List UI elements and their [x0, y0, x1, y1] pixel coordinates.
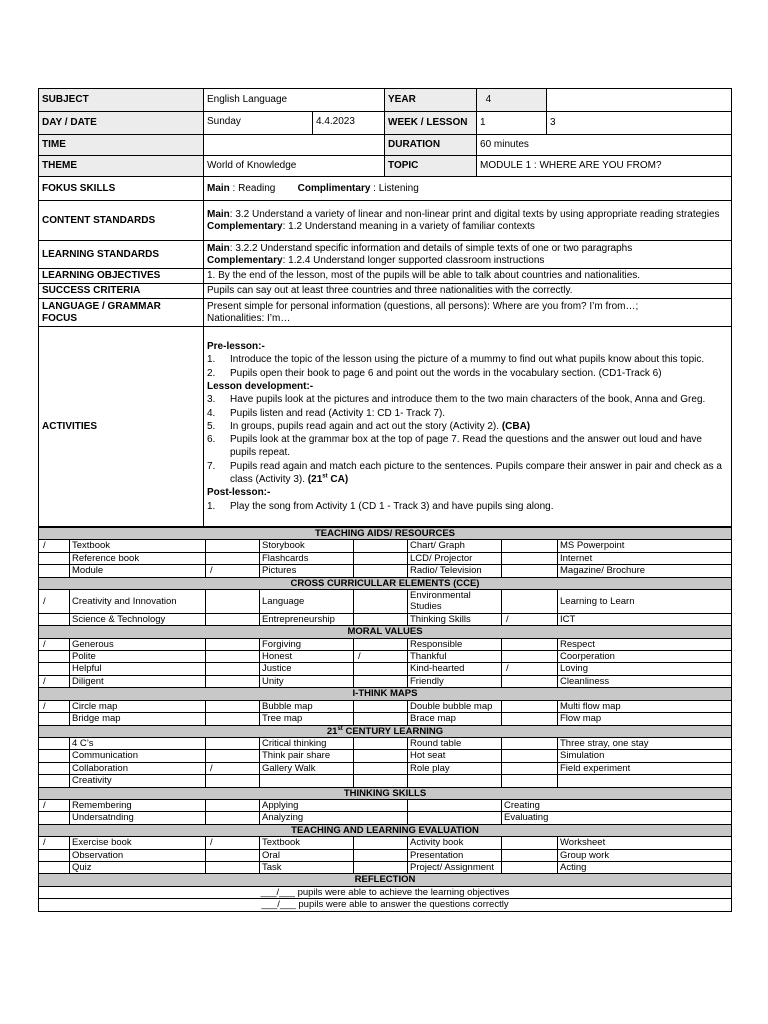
century21-item: Critical thinking	[260, 737, 354, 749]
evaluation-check-mark[interactable]	[502, 849, 558, 861]
evaluation-check-mark[interactable]: /	[39, 837, 70, 849]
table-row	[39, 700, 732, 712]
century21-item: Collaboration	[70, 762, 206, 774]
thinking-skill-check-mark[interactable]: /	[39, 799, 70, 811]
learning-standards-value: Main: 3.2.2 Understand specific information and details of simple texts of one or two paragraphs Complementary: 1.2.4 Understand longer supported classroom instructions	[204, 241, 732, 269]
language-focus-label: LANGUAGE / GRAMMAR FOCUS	[39, 299, 204, 327]
ithink-map-item: Circle map	[70, 700, 206, 712]
ithink-map-item: Bridge map	[70, 713, 206, 725]
moral-value-item: Honest	[260, 651, 354, 663]
thinking-skills-header-row	[39, 787, 732, 799]
evaluation-item: Activity book	[408, 837, 502, 849]
century21-item: Think pair share	[260, 750, 354, 762]
ithink-map-check-mark[interactable]	[502, 713, 558, 725]
century21-check-mark[interactable]	[354, 737, 408, 749]
teaching-aid-check-mark[interactable]: /	[206, 565, 260, 577]
moral-value-check-mark[interactable]	[206, 638, 260, 650]
evaluation-check-mark[interactable]	[354, 849, 408, 861]
century21-check-mark[interactable]	[206, 750, 260, 762]
moral-value-check-mark[interactable]	[206, 663, 260, 675]
reflection-line1[interactable]: ___/___ pupils were able to achieve the learning objectives	[39, 886, 732, 898]
century21-item: 4 C’s	[70, 737, 206, 749]
thinking-skill-item: Analyzing	[260, 812, 408, 824]
century21-item	[558, 775, 732, 787]
teaching-aid-check-mark[interactable]	[354, 565, 408, 577]
evaluation-item: Group work	[558, 849, 732, 861]
century21-item	[408, 775, 502, 787]
activity-step: 6. Pupils look at the grammar box at the top of page 7. Read the questions and the answer out loud and have pupils repeat.	[207, 434, 702, 459]
moral-values-title: MORAL VALUES	[39, 626, 732, 638]
moral-value-check-mark[interactable]	[39, 651, 70, 663]
moral-value-item: Cleanliness	[558, 675, 732, 687]
cce-item: Learning to Learn	[558, 590, 732, 614]
learning-standards-label: LEARNING STANDARDS	[39, 241, 204, 269]
table-row	[39, 552, 732, 564]
thinking-skill-check-mark[interactable]	[408, 812, 502, 824]
century21-check-mark[interactable]	[206, 775, 260, 787]
ithink-map-check-mark[interactable]	[354, 713, 408, 725]
century21-item: Round table	[408, 737, 502, 749]
moral-value-check-mark[interactable]: /	[502, 663, 558, 675]
ithink-map-item: Tree map	[260, 713, 354, 725]
century21-check-mark[interactable]	[502, 737, 558, 749]
moral-value-check-mark[interactable]	[354, 675, 408, 687]
teaching-aid-check-mark[interactable]	[502, 552, 558, 564]
table-row	[39, 663, 732, 675]
topic-label: TOPIC	[385, 156, 477, 177]
day-value: Sunday	[204, 112, 313, 135]
lesson-value: 3	[547, 112, 732, 135]
lesson-info-table	[38, 88, 732, 527]
fokus-value: Main : Reading Complimentary : Listening	[204, 177, 732, 201]
cce-check-mark[interactable]: /	[502, 613, 558, 625]
teaching-aid-check-mark[interactable]	[502, 540, 558, 552]
evaluation-item: Quiz	[70, 861, 206, 873]
century21-header-row	[39, 725, 732, 737]
evaluation-check-mark[interactable]	[206, 849, 260, 861]
table-row	[39, 737, 732, 749]
activity-step: 2. Pupils open their book to page 6 and point out the words in the vocabulary section. (CD1-Track 6)	[207, 367, 662, 379]
teaching-aid-item: Radio/ Television	[408, 565, 502, 577]
moral-value-check-mark[interactable]	[502, 638, 558, 650]
evaluation-item: Worksheet	[558, 837, 732, 849]
cce-check-mark[interactable]	[206, 590, 260, 614]
teaching-aid-check-mark[interactable]: /	[39, 540, 70, 552]
century21-check-mark[interactable]	[39, 750, 70, 762]
moral-value-item: Friendly	[408, 675, 502, 687]
moral-value-check-mark[interactable]	[354, 663, 408, 675]
topic-value: MODULE 1 : WHERE ARE YOU FROM?	[477, 156, 732, 177]
theme-label: THEME	[39, 156, 204, 177]
lesson-development-heading: Lesson development:-	[207, 380, 314, 392]
theme-value: World of Knowledge	[204, 156, 385, 177]
century21-check-mark[interactable]	[502, 750, 558, 762]
century21-title: 21st CENTURY LEARNING	[39, 725, 732, 737]
moral-value-check-mark[interactable]: /	[354, 651, 408, 663]
moral-value-item: Forgiving	[260, 638, 354, 650]
teaching-aid-item: Reference book	[70, 552, 206, 564]
moral-value-item: Thankful	[408, 651, 502, 663]
moral-values-header-row	[39, 626, 732, 638]
ithink-map-check-mark[interactable]	[502, 700, 558, 712]
date-value: 4.4.2023	[313, 112, 385, 135]
content-standards-value: Main: 3.2 Understand a variety of linear and non-linear print and digital texts by using appropriate reading strategies Complementary: 1.2 Understand meaning in a variety of familiar contexts	[204, 201, 732, 241]
checklist-table	[38, 527, 732, 912]
thinking-skill-check-mark[interactable]	[408, 799, 502, 811]
thinking-skills-title: THINKING SKILLS	[39, 787, 732, 799]
learning-objectives-label: LEARNING OBJECTIVES	[39, 269, 204, 284]
table-row	[39, 837, 732, 849]
moral-value-item: Diligent	[70, 675, 206, 687]
ithink-map-check-mark[interactable]	[354, 700, 408, 712]
evaluation-header-row	[39, 824, 732, 836]
century21-item: Field experiment	[558, 762, 732, 774]
cce-header-row	[39, 577, 732, 589]
century21-check-mark[interactable]	[39, 737, 70, 749]
thinking-skill-item: Creating	[502, 799, 732, 811]
teaching-aids-header-row	[39, 528, 732, 540]
daydate-label: DAY / DATE	[39, 112, 204, 135]
activity-step: 7. Pupils read again and match each picture to the sentences. Pupils compare their answer in pair and check as a class (Activity 3). (21st CA)	[207, 460, 722, 486]
century21-check-mark[interactable]	[206, 737, 260, 749]
cce-item: Creativity and Innovation	[70, 590, 206, 614]
century21-check-mark[interactable]	[354, 775, 408, 787]
moral-value-check-mark[interactable]: /	[39, 638, 70, 650]
thinking-skill-item: Undersatnding	[70, 812, 206, 824]
cce-check-mark[interactable]	[354, 590, 408, 614]
thinking-skill-check-mark[interactable]	[206, 812, 260, 824]
cce-item: Science & Technology	[70, 613, 206, 625]
moral-value-item: Justice	[260, 663, 354, 675]
learning-objectives-value: 1. By the end of the lesson, most of the pupils will be able to talk about countries and nationalities.	[204, 269, 732, 284]
moral-value-item: Respect	[558, 638, 732, 650]
ithink-map-item: Multi flow map	[558, 700, 732, 712]
moral-value-check-mark[interactable]	[502, 675, 558, 687]
century21-check-mark[interactable]	[354, 762, 408, 774]
evaluation-check-mark[interactable]	[354, 837, 408, 849]
evaluation-item: Presentation	[408, 849, 502, 861]
century21-item: Communication	[70, 750, 206, 762]
moral-value-check-mark[interactable]	[354, 638, 408, 650]
duration-label: DURATION	[385, 135, 477, 156]
evaluation-check-mark[interactable]: /	[206, 837, 260, 849]
cce-check-mark[interactable]: /	[39, 590, 70, 614]
evaluation-item: Oral	[260, 849, 354, 861]
pre-lesson-heading: Pre-lesson:-	[207, 341, 265, 353]
moral-value-item: Responsible	[408, 638, 502, 650]
table-row	[39, 849, 732, 861]
century21-item: Three stray, one stay	[558, 737, 732, 749]
teaching-aid-check-mark[interactable]	[39, 552, 70, 564]
language-focus-value: Present simple for personal information (questions, all persons): Where are you from? I’m from…; Nationalities: I’m…	[204, 299, 732, 327]
century21-item: Gallery Walk	[260, 762, 354, 774]
reflection-header-row	[39, 874, 732, 886]
teaching-aid-item: Module	[70, 565, 206, 577]
time-label: TIME	[39, 135, 204, 156]
moral-value-check-mark[interactable]	[206, 675, 260, 687]
cce-item: ICT	[558, 613, 732, 625]
teaching-aids-title: TEACHING AIDS/ RESOURCES	[39, 528, 732, 540]
evaluation-check-mark[interactable]	[39, 849, 70, 861]
evaluation-check-mark[interactable]	[502, 861, 558, 873]
cce-check-mark[interactable]	[39, 613, 70, 625]
cce-check-mark[interactable]	[354, 613, 408, 625]
century21-check-mark[interactable]	[39, 775, 70, 787]
ithink-maps-title: I-THINK MAPS	[39, 688, 732, 700]
reflection-row	[39, 899, 732, 911]
teaching-aid-item: LCD/ Projector	[408, 552, 502, 564]
teaching-aid-item: Flashcards	[260, 552, 354, 564]
reflection-row	[39, 886, 732, 898]
cce-title: CROSS CURRICULLAR ELEMENTS (CCE)	[39, 577, 732, 589]
subject-label: SUBJECT	[39, 89, 204, 112]
activities-value	[204, 327, 732, 527]
century21-item: Hot seat	[408, 750, 502, 762]
year-spacer	[547, 89, 732, 112]
reflection-title: REFLECTION	[39, 874, 732, 886]
moral-value-item: Generous	[70, 638, 206, 650]
evaluation-item: Exercise book	[70, 837, 206, 849]
ithink-map-item: Brace map	[408, 713, 502, 725]
moral-value-item: Helpful	[70, 663, 206, 675]
evaluation-check-mark[interactable]	[206, 861, 260, 873]
ithink-map-check-mark[interactable]	[206, 700, 260, 712]
teaching-aid-check-mark[interactable]	[354, 552, 408, 564]
moral-value-item: Polite	[70, 651, 206, 663]
post-lesson-heading: Post-lesson:-	[207, 487, 271, 499]
century21-check-mark[interactable]: /	[206, 762, 260, 774]
cce-check-mark[interactable]	[502, 590, 558, 614]
table-row	[39, 638, 732, 650]
table-row	[39, 799, 732, 811]
content-standards-label: CONTENT STANDARDS	[39, 201, 204, 241]
century21-item: Creativity	[70, 775, 206, 787]
table-row	[39, 565, 732, 577]
success-criteria-value: Pupils can say out at least three countries and three nationalities with the correctly.	[204, 284, 732, 299]
evaluation-check-mark[interactable]	[39, 861, 70, 873]
activity-step: 4. Pupils listen and read (Activity 1: CD 1- Track 7).	[207, 407, 446, 419]
ithink-maps-header-row	[39, 688, 732, 700]
table-row	[39, 812, 732, 824]
cce-item: Thinking Skills	[408, 613, 502, 625]
century21-item: Role play	[408, 762, 502, 774]
table-row	[39, 590, 732, 614]
activity-step: 5. In groups, pupils read again and act out the story (Activity 2). (CBA)	[207, 420, 531, 432]
table-row	[39, 651, 732, 663]
teaching-aid-item: Pictures	[260, 565, 354, 577]
century21-check-mark[interactable]	[502, 775, 558, 787]
moral-value-item: Coorperation	[558, 651, 732, 663]
table-row	[39, 750, 732, 762]
ithink-map-check-mark[interactable]: /	[39, 700, 70, 712]
evaluation-check-mark[interactable]	[502, 837, 558, 849]
evaluation-item: Task	[260, 861, 354, 873]
century21-item: Simulation	[558, 750, 732, 762]
thinking-skill-check-mark[interactable]	[39, 812, 70, 824]
cce-item: Language	[260, 590, 354, 614]
table-row	[39, 540, 732, 552]
reflection-line2[interactable]: ___/___ pupils were able to answer the questions correctly	[39, 899, 732, 911]
evaluation-item: Observation	[70, 849, 206, 861]
time-value	[204, 135, 385, 156]
thinking-skill-check-mark[interactable]	[206, 799, 260, 811]
table-row	[39, 762, 732, 774]
teaching-aid-check-mark[interactable]	[502, 565, 558, 577]
week-value: 1	[477, 112, 547, 135]
moral-value-item: Unity	[260, 675, 354, 687]
table-row	[39, 775, 732, 787]
moral-value-check-mark[interactable]: /	[39, 675, 70, 687]
table-row	[39, 613, 732, 625]
teaching-aid-check-mark[interactable]	[39, 565, 70, 577]
century21-item	[260, 775, 354, 787]
teaching-aid-item: MS Powerpoint	[558, 540, 732, 552]
ithink-map-item: Double bubble map	[408, 700, 502, 712]
table-row	[39, 675, 732, 687]
evaluation-item: Acting	[558, 861, 732, 873]
century21-check-mark[interactable]	[39, 762, 70, 774]
ithink-map-item: Bubble map	[260, 700, 354, 712]
moral-value-check-mark[interactable]	[502, 651, 558, 663]
moral-value-item: Loving	[558, 663, 732, 675]
subject-value: English Language	[204, 89, 385, 112]
teaching-aid-item: Chart/ Graph	[408, 540, 502, 552]
moral-value-check-mark[interactable]	[206, 651, 260, 663]
activities-label: ACTIVITIES	[39, 327, 204, 527]
ithink-map-item: Flow map	[558, 713, 732, 725]
success-criteria-label: SUCCESS CRITERIA	[39, 284, 204, 299]
moral-value-check-mark[interactable]	[39, 663, 70, 675]
teaching-aid-item: Internet	[558, 552, 732, 564]
century21-check-mark[interactable]	[354, 750, 408, 762]
duration-value: 60 minutes	[477, 135, 732, 156]
teaching-aid-check-mark[interactable]	[206, 552, 260, 564]
teaching-aid-item: Textbook	[70, 540, 206, 552]
cce-check-mark[interactable]	[206, 613, 260, 625]
table-row	[39, 861, 732, 873]
activity-step: 1. Play the song from Activity 1 (CD 1 - Track 3) and have pupils sing along.	[207, 500, 554, 512]
ithink-map-check-mark[interactable]	[39, 713, 70, 725]
evaluation-item: Project/ Assignment	[408, 861, 502, 873]
year-label: YEAR	[385, 89, 477, 112]
cce-item: Environmental Studies	[408, 590, 502, 614]
table-row	[39, 713, 732, 725]
evaluation-item: Textbook	[260, 837, 354, 849]
evaluation-title: TEACHING AND LEARNING EVALUATION	[39, 824, 732, 836]
year-value: 4	[477, 89, 547, 112]
teaching-aid-item: Storybook	[260, 540, 354, 552]
teaching-aid-item: Magazine/ Brochure	[558, 565, 732, 577]
lesson-plan-document	[38, 88, 731, 912]
activity-step: 3. Have pupils look at the pictures and introduce them to the two main characters of the book, Anna and Greg.	[207, 394, 706, 406]
teaching-aid-check-mark[interactable]	[354, 540, 408, 552]
moral-value-item: Kind-hearted	[408, 663, 502, 675]
thinking-skill-item: Applying	[260, 799, 408, 811]
activity-step: 1. Introduce the topic of the lesson using the picture of a mummy to find out what pupils know about this topic.	[207, 354, 705, 366]
fokus-label: FOKUS SKILLS	[39, 177, 204, 201]
teaching-aid-check-mark[interactable]	[206, 540, 260, 552]
evaluation-check-mark[interactable]	[354, 861, 408, 873]
thinking-skill-item: Remembering	[70, 799, 206, 811]
century21-check-mark[interactable]	[502, 762, 558, 774]
thinking-skill-item: Evaluating	[502, 812, 732, 824]
ithink-map-check-mark[interactable]	[206, 713, 260, 725]
cce-item: Entrepreneurship	[260, 613, 354, 625]
weeklesson-label: WEEK / LESSON	[385, 112, 477, 135]
